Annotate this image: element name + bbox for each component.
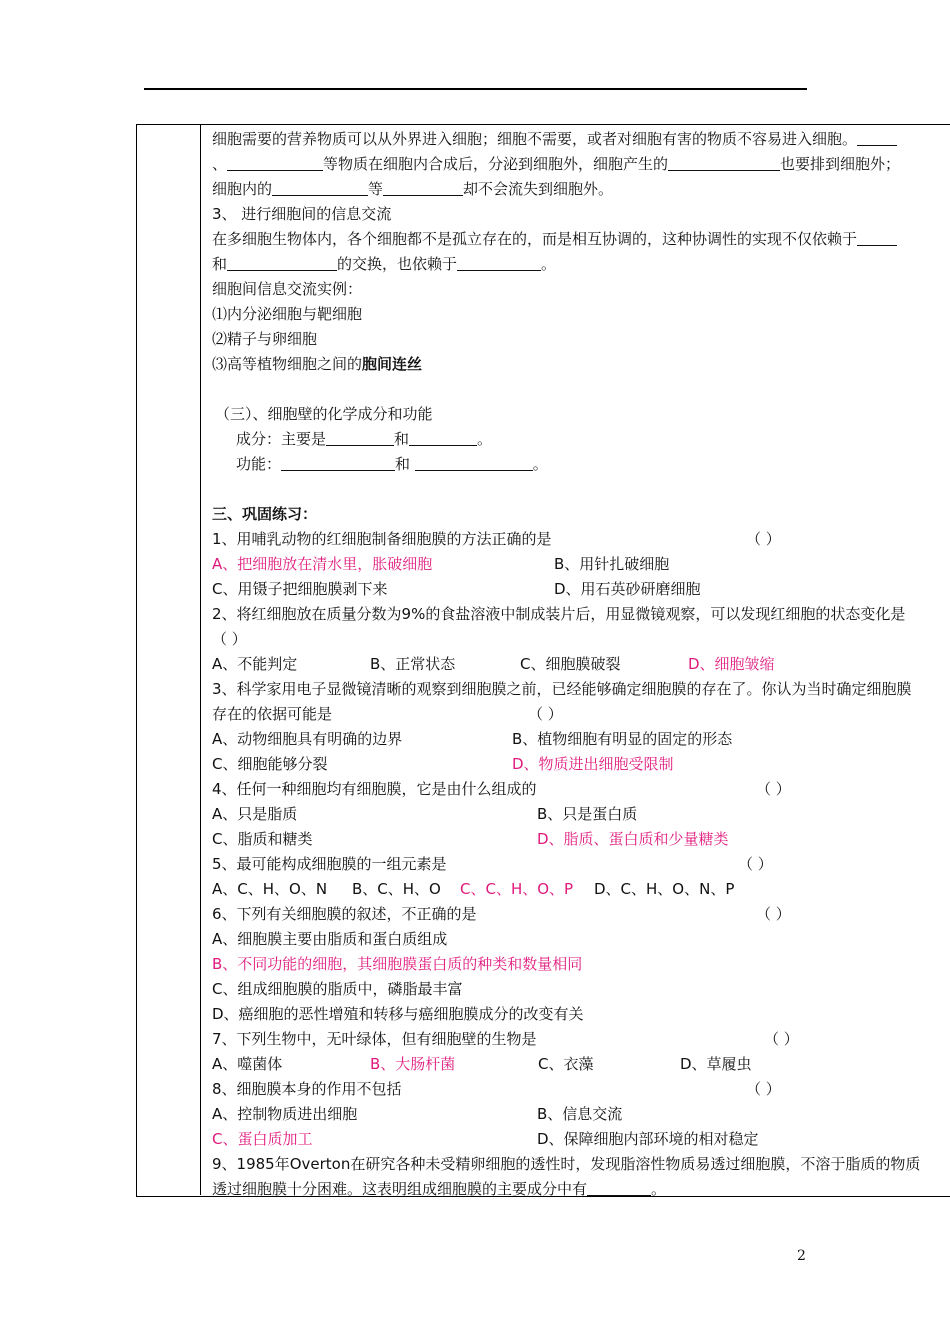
fill-blank[interactable]	[281, 456, 395, 471]
section-heading: （三）、细胞壁的化学成分和功能	[215, 405, 433, 423]
option[interactable]: A、只是脂质	[212, 805, 298, 823]
question: 5、最可能构成细胞膜的一组元素是 （ ）	[212, 855, 773, 873]
option[interactable]: A、C、H、O、N	[212, 880, 328, 898]
question: 2、将红细胞放在质量分数为9%的食盐溶液中制成装片后，用显微镜观察，可以发现红细胞的状态变化是	[212, 605, 906, 623]
option[interactable]: D、癌细胞的恶性增殖和转移与癌细胞膜成分的改变有关	[212, 1005, 584, 1023]
option-answer[interactable]: C、蛋白质加工	[212, 1130, 313, 1148]
option[interactable]: A、不能判定	[212, 655, 298, 673]
option-answer[interactable]: B、大肠杆菌	[370, 1055, 456, 1073]
option[interactable]: B、只是蛋白质	[537, 805, 638, 823]
text-line: 和 的交换，也依赖于 。	[212, 255, 557, 273]
fill-blank[interactable]	[227, 156, 323, 171]
text-line: 、 等物质在细胞内合成后，分泌到细胞外，细胞产生的 也要排到细胞外；	[212, 155, 901, 173]
option-answer[interactable]: C、C、H、O、P	[460, 880, 574, 898]
option[interactable]: B、用针扎破细胞	[554, 555, 670, 573]
options-row	[212, 727, 950, 752]
option-answer[interactable]: A、把细胞放在清水里，胀破细胞	[212, 555, 433, 573]
option[interactable]: A、细胞膜主要由脂质和蛋白质组成	[212, 930, 448, 948]
text-line: 在多细胞生物体内，各个细胞都不是孤立存在的，而是相互协调的，这种协调性的实现不仅依赖于	[212, 227, 950, 252]
options-row	[212, 1102, 950, 1127]
question-cont: 透过细胞膜十分困难。这表明组成细胞膜的主要成分中有 。	[212, 1180, 667, 1198]
option[interactable]: B、植物细胞有明显的固定的形态	[512, 730, 733, 748]
options-row	[212, 552, 950, 577]
option[interactable]: C、组成细胞膜的脂质中，磷脂最丰富	[212, 980, 463, 998]
header-rule	[144, 88, 807, 90]
page-number: 2	[797, 1248, 806, 1264]
fill-blank[interactable]	[857, 131, 897, 146]
option[interactable]: B、正常状态	[370, 655, 456, 673]
options-row	[212, 1127, 950, 1152]
question: 3、科学家用电子显微镜清晰的观察到细胞膜之前，已经能够确定细胞膜的存在了。你认为当时确定细胞膜	[212, 680, 912, 698]
options-row	[212, 1052, 950, 1077]
question: 7、下列生物中，无叶绿体，但有细胞壁的生物是 （ ）	[212, 1030, 799, 1048]
key-term: 胞间连丝	[362, 355, 423, 373]
option[interactable]: C、用镊子把细胞膜剥下来	[212, 580, 388, 598]
fill-blank[interactable]	[383, 181, 463, 196]
text-line: 细胞需要的营养物质可以从外界进入细胞；细胞不需要，或者对细胞有害的物质不容易进入细胞。	[212, 127, 950, 152]
fill-blank[interactable]	[457, 256, 541, 271]
option[interactable]: A、控制物质进出细胞	[212, 1105, 358, 1123]
table-column-divider	[200, 124, 201, 1195]
options-row	[212, 652, 950, 677]
question: 6、下列有关细胞膜的叙述，不正确的是 （ ）	[212, 905, 791, 923]
fill-blank[interactable]	[857, 231, 897, 246]
example-item: ⑵精子与卵细胞	[212, 330, 318, 348]
text-line: 细胞内的 等 却不会流失到细胞外。	[212, 180, 614, 198]
question: 1、用哺乳动物的红细胞制备细胞膜的方法正确的是 （ ）	[212, 530, 781, 548]
question: 4、任何一种细胞均有细胞膜，它是由什么组成的 （ ）	[212, 780, 791, 798]
option[interactable]: C、脂质和糖类	[212, 830, 313, 848]
option[interactable]: B、C、H、O	[352, 880, 441, 898]
option[interactable]: A、动物细胞具有明确的边界	[212, 730, 403, 748]
example-item: ⑴内分泌细胞与靶细胞	[212, 305, 363, 323]
fill-blank[interactable]	[272, 181, 368, 196]
fill-blank[interactable]	[227, 256, 337, 271]
option-answer[interactable]: D、细胞皱缩	[688, 655, 775, 673]
section-heading: 3、 进行细胞间的信息交流	[212, 205, 392, 223]
options-row	[212, 802, 950, 827]
options-row	[212, 577, 950, 602]
text-line: 成分：主要是 和 。	[236, 430, 493, 448]
option[interactable]: D、C、H、O、N、P	[594, 880, 735, 898]
option[interactable]: B、信息交流	[537, 1105, 623, 1123]
fill-blank[interactable]	[587, 1181, 651, 1196]
options-row	[212, 752, 950, 777]
option[interactable]: D、保障细胞内部环境的相对稳定	[537, 1130, 759, 1148]
options-row	[212, 877, 950, 902]
question: 9、1985年Overton在研究各种未受精卵细胞的透性时，发现脂溶性物质易透过细胞膜，不溶于脂质的物质	[212, 1155, 921, 1173]
fill-blank[interactable]	[409, 431, 477, 446]
option[interactable]: C、细胞能够分裂	[212, 755, 328, 773]
text-line: 功能： 和 。	[236, 455, 548, 473]
option[interactable]: A、噬菌体	[212, 1055, 283, 1073]
option-answer[interactable]: D、脂质、蛋白质和少量糖类	[537, 830, 729, 848]
example-item: ⑶高等植物细胞之间的胞间连丝	[212, 355, 423, 373]
exercises-heading: 三、巩固练习：	[212, 505, 318, 523]
option[interactable]: D、草履虫	[680, 1055, 752, 1073]
option[interactable]: C、细胞膜破裂	[520, 655, 621, 673]
question-cont: 存在的依据可能是 （ ）	[212, 705, 563, 723]
option-answer[interactable]: D、物质进出细胞受限制	[512, 755, 674, 773]
option[interactable]: D、用石英砂研磨细胞	[554, 580, 701, 598]
examples-title: 细胞间信息交流实例：	[212, 280, 363, 298]
fill-blank[interactable]	[415, 456, 533, 471]
fill-blank[interactable]	[668, 156, 780, 171]
worksheet-content	[212, 127, 950, 1202]
question: 8、细胞膜本身的作用不包括 （ ）	[212, 1080, 781, 1098]
fill-blank[interactable]	[326, 431, 394, 446]
option[interactable]: C、衣藻	[538, 1055, 594, 1073]
answer-paren: （ ）	[212, 630, 247, 648]
options-row	[212, 827, 950, 852]
option-answer[interactable]: B、不同功能的细胞，其细胞膜蛋白质的种类和数量相同	[212, 955, 583, 973]
